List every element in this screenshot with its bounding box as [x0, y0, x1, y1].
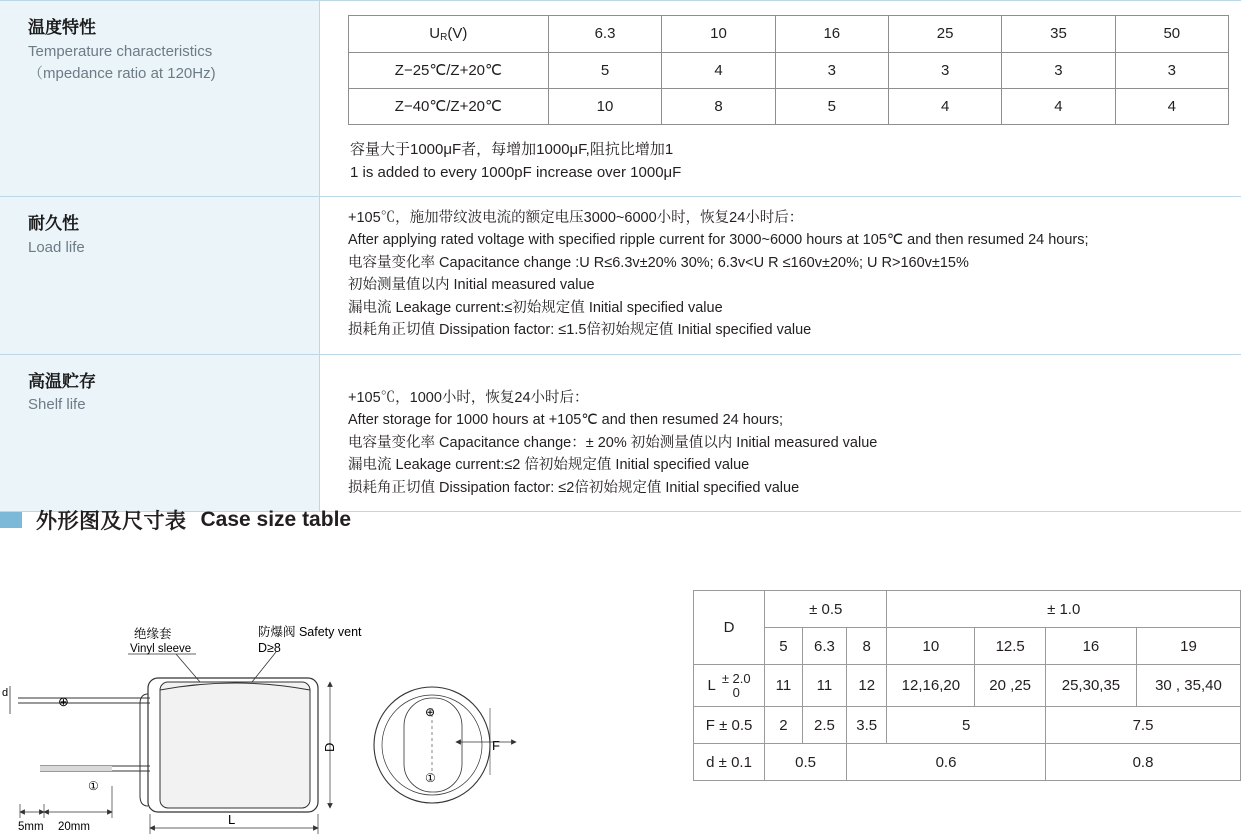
temp-table-header-z25: Z−25℃/Z+20℃ — [349, 52, 549, 88]
spec-row-load-life — [0, 197, 1241, 355]
spec-body-temperature — [320, 1, 1241, 196]
table-cell: 25 — [888, 16, 1001, 53]
table-header-D: D — [694, 591, 765, 665]
table-cell: 0.6 — [847, 744, 1046, 781]
table-cell: 4 — [662, 52, 775, 88]
table-cell: 50 — [1115, 16, 1228, 53]
dimension-F-label: F — [492, 738, 500, 753]
spec-text-line: 损耗角正切值 Dissipation factor: ≤1.5倍初始规定值 Initial specified value — [348, 322, 812, 339]
spec-label-en-line2: （mpedance ratio at 120Hz) — [28, 65, 216, 82]
table-cell: 3 — [888, 52, 1001, 88]
temp-table-header-z40: Z−40℃/Z+20℃ — [349, 88, 549, 124]
table-cell: 10 — [887, 628, 975, 665]
spec-text-line: 漏电流 Leakage current:≤初始规定值 Initial specified value — [348, 299, 723, 316]
table-cell: 0.8 — [1045, 744, 1240, 781]
table-cell: 3.5 — [847, 707, 887, 744]
table-cell: 8 — [662, 88, 775, 124]
table-cell: 20 ,25 — [975, 665, 1046, 707]
table-cell: 3 — [1115, 52, 1228, 88]
ur-suffix: (V) — [447, 25, 468, 42]
spec-label-en-line1: Temperature characteristics — [28, 42, 213, 60]
capacitor-outline-drawing — [0, 590, 660, 838]
table-cell: 5 — [765, 628, 803, 665]
ur-subscript: R — [440, 32, 448, 43]
table-header-F: F ± 0.5 — [694, 707, 765, 744]
dimension-L-label: L — [228, 812, 236, 827]
spec-text-line: 电容量变化率 Capacitance change :U R≤6.3v±20% 30%; 6.3v<U R ≤160v±20%; U R>160v±15% — [348, 254, 969, 271]
temperature-ratio-table — [348, 15, 1229, 125]
svg-text:⊕: ⊕ — [425, 705, 436, 719]
callout-vinyl-sleeve-en: Vinyl sleeve — [130, 643, 192, 655]
dimension-D-label: D — [322, 742, 337, 752]
table-cell: 5 — [775, 88, 888, 124]
table-cell: 25,30,35 — [1045, 665, 1136, 707]
spec-text-line: After storage for 1000 hours at +105℃ and then resumed 24 hours; — [348, 412, 784, 429]
spec-row-shelf-life — [0, 355, 1241, 512]
table-cell: 30 , 35,40 — [1136, 665, 1240, 707]
table-cell: 4 — [888, 88, 1001, 124]
temperature-note — [348, 139, 1229, 184]
table-cell: 2 — [765, 707, 803, 744]
polarity-one-mark: ① — [88, 779, 99, 793]
table-cell: 3 — [775, 52, 888, 88]
spec-text-line: 漏电流 Leakage current:≤2 倍初始规定值 Initial specified value — [348, 457, 750, 474]
table-cell: 16 — [775, 16, 888, 53]
spec-text-line: 初始测量值以内 Initial measured value — [348, 277, 595, 294]
tolerance-05: ± 0.5 — [765, 591, 887, 628]
spec-label-temperature — [0, 1, 320, 196]
spec-label-en-line1: Shelf life — [28, 396, 86, 414]
callout-safety-vent-condition: D≥8 — [258, 641, 281, 655]
table-cell: 6.3 — [548, 16, 662, 53]
table-cell: 5 — [887, 707, 1046, 744]
table-cell: 6.3 — [802, 628, 846, 665]
tolerance-10: ± 1.0 — [887, 591, 1241, 628]
spec-label-cn: 温度特性 — [28, 18, 96, 37]
spec-label-shelf-life — [0, 355, 320, 511]
section-heading-case-size — [0, 505, 1241, 535]
table-row-tolerances — [694, 591, 1241, 628]
spec-text-line: +105℃，1000小时，恢复24小时后： — [348, 389, 589, 406]
case-size-table — [693, 590, 1241, 781]
table-row — [349, 52, 1229, 88]
section-accent-bar — [0, 512, 22, 528]
row-L-label: L — [707, 677, 716, 695]
section-title-en: Case size table — [200, 508, 352, 531]
table-cell: 7.5 — [1045, 707, 1240, 744]
spec-label-cn: 高温贮存 — [28, 371, 96, 391]
spec-text-line: 损耗角正切值 Dissipation factor: ≤2倍初始规定值 Initial specified value — [348, 479, 800, 496]
temperature-note-cn: 容量大于1000μF者，每增加1000μF,阻抗比增加1 — [350, 141, 674, 158]
table-cell: 11 — [802, 665, 846, 707]
spec-text-line: 电容量变化率 Capacitance change：± 20% 初始测量值以内 Initial measured value — [348, 434, 878, 451]
table-cell: 4 — [1115, 88, 1228, 124]
table-cell: 2.5 — [802, 707, 846, 744]
table-cell: 0.5 — [765, 744, 847, 781]
spec-text-line: After applying rated voltage with specified ripple current for 3000~6000 hours at 105℃ and then resumed 24 hours; — [348, 232, 1089, 249]
table-header-L — [694, 665, 765, 707]
callout-vinyl-sleeve-cn: 绝缘套 — [134, 627, 172, 641]
spec-text-line: +105℃，施加带纹波电流的额定电压3000~6000小时，恢复24小时后： — [348, 210, 804, 226]
table-cell: 12.5 — [975, 628, 1046, 665]
table-row-D-values — [694, 628, 1241, 665]
dimension-5mm-label: 5mm — [18, 821, 44, 833]
spec-label-en-line1: Load life — [28, 238, 85, 256]
table-row-d — [694, 744, 1241, 781]
table-cell: 12,16,20 — [887, 665, 975, 707]
table-row-L — [694, 665, 1241, 707]
table-cell: 19 — [1136, 628, 1240, 665]
spec-row-temperature — [0, 0, 1241, 197]
spec-body-load-life — [320, 197, 1241, 354]
row-L-tolerance-bottom: 0 — [732, 684, 740, 700]
table-cell: 35 — [1002, 16, 1115, 53]
table-cell: 10 — [548, 88, 662, 124]
spec-label-load-life — [0, 197, 320, 354]
table-cell: 11 — [765, 665, 803, 707]
callout-safety-vent: 防爆阀 Safety vent — [258, 625, 362, 639]
case-size-table-container — [693, 590, 1241, 781]
table-cell: 16 — [1045, 628, 1136, 665]
dimension-20mm-label: 20mm — [58, 821, 90, 833]
table-row — [349, 88, 1229, 124]
table-cell: 3 — [1002, 52, 1115, 88]
table-cell: 12 — [847, 665, 887, 707]
temperature-note-en: 1 is added to every 1000pF increase over 1000μF — [350, 163, 682, 181]
section-title-cn: 外形图及尺寸表 — [36, 510, 187, 533]
table-cell: 10 — [662, 16, 775, 53]
ur-base: U — [429, 25, 441, 42]
table-row — [349, 16, 1229, 53]
dimension-d-label: d — [2, 687, 9, 699]
table-cell: 5 — [548, 52, 662, 88]
polarity-plus-mark: ⊕ — [58, 694, 69, 709]
svg-text:①: ① — [425, 771, 436, 785]
spec-body-shelf-life — [320, 355, 1241, 511]
table-header-d: d ± 0.1 — [694, 744, 765, 781]
temp-table-header-ur — [349, 16, 549, 53]
table-row-F — [694, 707, 1241, 744]
spec-label-cn: 耐久性 — [28, 214, 79, 233]
table-cell: 8 — [847, 628, 887, 665]
row-L-tolerance-top: ± 2.0 — [721, 671, 751, 686]
drawing-svg — [0, 590, 660, 838]
table-cell: 4 — [1002, 88, 1115, 124]
